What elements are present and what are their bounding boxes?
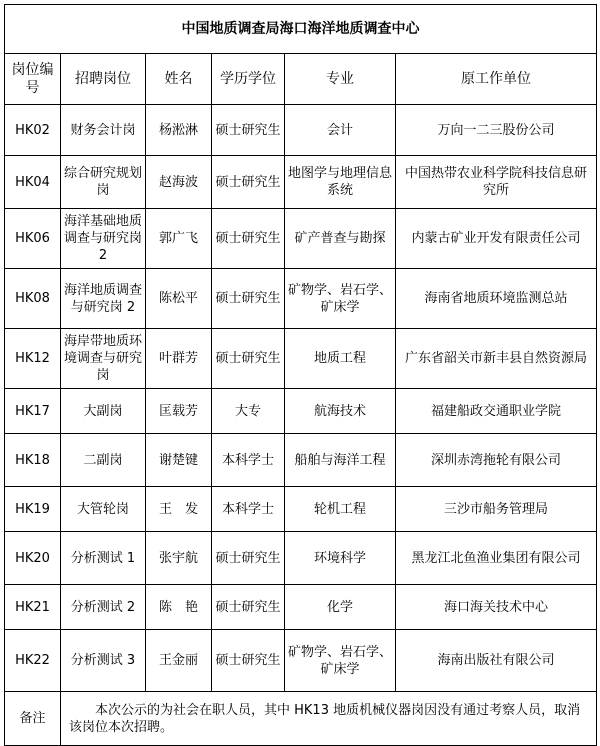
table-cell: HK20 bbox=[5, 532, 61, 585]
table-cell: 硕士研究生 bbox=[212, 630, 285, 692]
table-cell: 硕士研究生 bbox=[212, 269, 285, 329]
table-cell: 会计 bbox=[285, 105, 396, 156]
table-cell: 大副岗 bbox=[61, 389, 146, 434]
table-cell: 郭广飞 bbox=[146, 209, 212, 269]
table-cell: 船舶与海洋工程 bbox=[285, 434, 396, 487]
table-cell: 矿产普查与勘探 bbox=[285, 209, 396, 269]
recruitment-table bbox=[4, 4, 597, 746]
table-cell: 谢楚键 bbox=[146, 434, 212, 487]
table-cell: 环境科学 bbox=[285, 532, 396, 585]
table-cell: 广东省韶关市新丰县自然资源局 bbox=[396, 329, 597, 389]
table-cell: 轮机工程 bbox=[285, 487, 396, 532]
table-cell: 矿物学、岩石学、矿床学 bbox=[285, 269, 396, 329]
table-cell: 海洋地质调查与研究岗 2 bbox=[61, 269, 146, 329]
table-cell: 海洋基础地质调查与研究岗 2 bbox=[61, 209, 146, 269]
table-cell: 海口海关技术中心 bbox=[396, 585, 597, 630]
table-cell: 福建船政交通职业学院 bbox=[396, 389, 597, 434]
table-row bbox=[5, 630, 597, 692]
table-row bbox=[5, 434, 597, 487]
header-cell: 原工作单位 bbox=[396, 54, 597, 105]
table-row bbox=[5, 105, 597, 156]
table-row bbox=[5, 209, 597, 269]
table-cell: 三沙市船务管理局 bbox=[396, 487, 597, 532]
table-cell: 陈 艳 bbox=[146, 585, 212, 630]
table-cell: HK12 bbox=[5, 329, 61, 389]
table-cell: 硕士研究生 bbox=[212, 156, 285, 209]
table-cell: 化学 bbox=[285, 585, 396, 630]
note-label: 备注 bbox=[5, 692, 61, 746]
table-cell: 矿物学、岩石学、矿床学 bbox=[285, 630, 396, 692]
table-cell: 王金丽 bbox=[146, 630, 212, 692]
table-cell: 财务会计岗 bbox=[61, 105, 146, 156]
table-cell: 赵海波 bbox=[146, 156, 212, 209]
table-cell: 海南出版社有限公司 bbox=[396, 630, 597, 692]
table-cell: 硕士研究生 bbox=[212, 105, 285, 156]
header-cell: 学历学位 bbox=[212, 54, 285, 105]
table-cell: 硕士研究生 bbox=[212, 329, 285, 389]
table-cell: 大专 bbox=[212, 389, 285, 434]
table-cell: 陈松平 bbox=[146, 269, 212, 329]
table-cell: 海岸带地质环境调查与研究岗 bbox=[61, 329, 146, 389]
table-cell: 地图学与地理信息系统 bbox=[285, 156, 396, 209]
table-row bbox=[5, 269, 597, 329]
table-cell: 深圳赤湾拖轮有限公司 bbox=[396, 434, 597, 487]
table-cell: 万向一二三股份公司 bbox=[396, 105, 597, 156]
table-cell: 杨淞淋 bbox=[146, 105, 212, 156]
table-cell: HK08 bbox=[5, 269, 61, 329]
table-cell: HK02 bbox=[5, 105, 61, 156]
table-cell: 航海技术 bbox=[285, 389, 396, 434]
table-row bbox=[5, 389, 597, 434]
table-row bbox=[5, 532, 597, 585]
table-cell: 综合研究规划岗 bbox=[61, 156, 146, 209]
table-title: 中国地质调查局海口海洋地质调查中心 bbox=[5, 5, 597, 54]
table-cell: 张宇航 bbox=[146, 532, 212, 585]
table-cell: HK21 bbox=[5, 585, 61, 630]
header-cell: 招聘岗位 bbox=[61, 54, 146, 105]
header-cell: 专业 bbox=[285, 54, 396, 105]
table-cell: HK18 bbox=[5, 434, 61, 487]
table-cell: 硕士研究生 bbox=[212, 209, 285, 269]
table-cell: 地质工程 bbox=[285, 329, 396, 389]
table-cell: 叶群芳 bbox=[146, 329, 212, 389]
table-cell: HK19 bbox=[5, 487, 61, 532]
table-cell: 黑龙江北鱼渔业集团有限公司 bbox=[396, 532, 597, 585]
header-row bbox=[5, 54, 597, 105]
table-cell: 本科学士 bbox=[212, 434, 285, 487]
table-cell: 硕士研究生 bbox=[212, 585, 285, 630]
table-cell: 匡载芳 bbox=[146, 389, 212, 434]
table-row bbox=[5, 487, 597, 532]
header-cell: 岗位编号 bbox=[5, 54, 61, 105]
table-cell: 本科学士 bbox=[212, 487, 285, 532]
header-cell: 姓名 bbox=[146, 54, 212, 105]
table-cell: HK04 bbox=[5, 156, 61, 209]
table-cell: HK06 bbox=[5, 209, 61, 269]
table-cell: 王 发 bbox=[146, 487, 212, 532]
table-cell: 内蒙古矿业开发有限责任公司 bbox=[396, 209, 597, 269]
table-cell: 海南省地质环境监测总站 bbox=[396, 269, 597, 329]
table-cell: HK22 bbox=[5, 630, 61, 692]
table-cell: 中国热带农业科学院科技信息研究所 bbox=[396, 156, 597, 209]
table-cell: 分析测试 3 bbox=[61, 630, 146, 692]
table-cell: 分析测试 2 bbox=[61, 585, 146, 630]
table-cell: 分析测试 1 bbox=[61, 532, 146, 585]
table-cell: 硕士研究生 bbox=[212, 532, 285, 585]
table-row bbox=[5, 585, 597, 630]
table-row bbox=[5, 329, 597, 389]
note-row bbox=[5, 692, 597, 746]
table-row bbox=[5, 156, 597, 209]
note-text: 本次公示的为社会在职人员，其中 HK13 地质机械仪器岗因没有通过考察人员，取消该岗位本次招聘。 bbox=[61, 692, 597, 746]
table-cell: 二副岗 bbox=[61, 434, 146, 487]
table-cell: 大管轮岗 bbox=[61, 487, 146, 532]
table-cell: HK17 bbox=[5, 389, 61, 434]
